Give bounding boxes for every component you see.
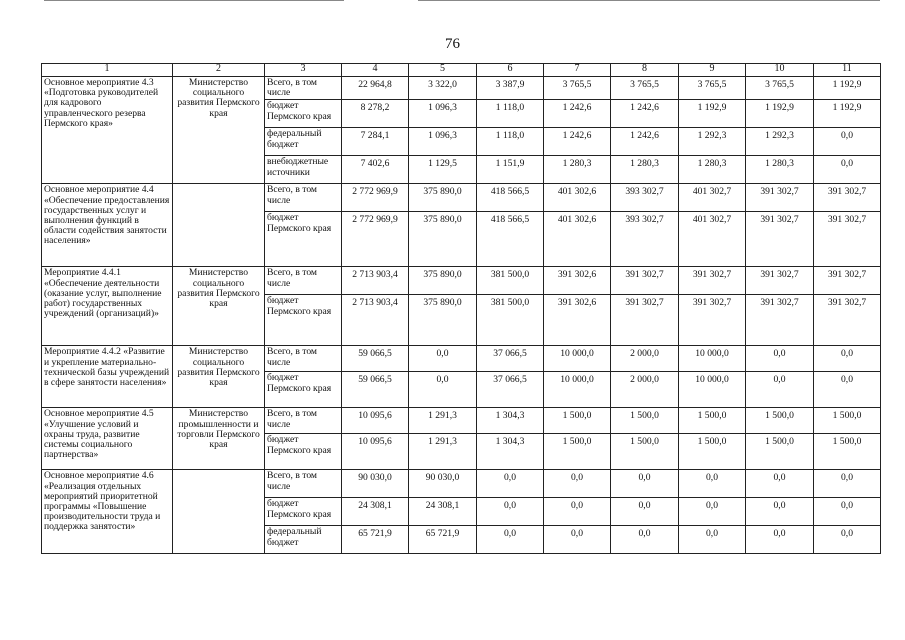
amount-cell: 0,0 xyxy=(746,498,814,526)
funding-source-cell: бюджет Пермского края xyxy=(265,295,342,346)
amount-cell: 65 721,9 xyxy=(409,526,477,554)
amount-cell: 1 242,6 xyxy=(611,128,679,156)
amount-cell: 1 192,9 xyxy=(679,100,746,128)
top-rule-right xyxy=(418,0,880,1)
amount-cell: 391 302,6 xyxy=(544,267,611,295)
amount-cell: 0,0 xyxy=(544,470,611,498)
amount-cell: 2 772 969,9 xyxy=(342,212,409,267)
amount-cell: 1 291,3 xyxy=(409,434,477,470)
amount-cell: 391 302,7 xyxy=(611,267,679,295)
amount-cell: 3 765,5 xyxy=(679,77,746,100)
amount-cell: 401 302,7 xyxy=(679,184,746,212)
amount-cell: 0,0 xyxy=(611,498,679,526)
amount-cell: 3 387,9 xyxy=(477,77,544,100)
amount-cell: 0,0 xyxy=(814,346,881,372)
amount-cell: 0,0 xyxy=(477,498,544,526)
table-row xyxy=(42,267,881,295)
table-row xyxy=(42,77,881,100)
header-cell: 7 xyxy=(544,64,611,77)
amount-cell: 0,0 xyxy=(814,526,881,554)
amount-cell: 0,0 xyxy=(544,526,611,554)
activity-name-cell: Основное мероприятие 4.4 «Обеспечение предоставления государственных услуг и выполнения функций в области содействия занятости населения» xyxy=(42,184,173,267)
amount-cell: 1 096,3 xyxy=(409,100,477,128)
amount-cell: 0,0 xyxy=(814,156,881,184)
header-cell: 6 xyxy=(477,64,544,77)
amount-cell: 1 118,0 xyxy=(477,128,544,156)
amount-cell: 0,0 xyxy=(814,128,881,156)
amount-cell: 0,0 xyxy=(746,526,814,554)
amount-cell: 37 066,5 xyxy=(477,346,544,372)
amount-cell: 391 302,7 xyxy=(814,295,881,346)
amount-cell: 8 278,2 xyxy=(342,100,409,128)
amount-cell: 1 500,0 xyxy=(814,408,881,434)
amount-cell: 401 302,6 xyxy=(544,184,611,212)
executor-cell: Министерство социального развития Пермского края xyxy=(173,77,265,184)
amount-cell: 0,0 xyxy=(679,498,746,526)
funding-source-cell: Всего, в том числе xyxy=(265,267,342,295)
header-cell: 9 xyxy=(679,64,746,77)
amount-cell: 3 322,0 xyxy=(409,77,477,100)
amount-cell: 0,0 xyxy=(477,470,544,498)
amount-cell: 24 308,1 xyxy=(342,498,409,526)
table-row xyxy=(42,346,881,372)
amount-cell: 2 713 903,4 xyxy=(342,267,409,295)
amount-cell: 1 280,3 xyxy=(544,156,611,184)
table-row xyxy=(42,408,881,434)
amount-cell: 1 500,0 xyxy=(679,408,746,434)
amount-cell: 1 192,9 xyxy=(814,100,881,128)
amount-cell: 0,0 xyxy=(746,470,814,498)
amount-cell: 0,0 xyxy=(814,372,881,408)
executor-cell: Министерство социального развития Пермского края xyxy=(173,346,265,408)
amount-cell: 0,0 xyxy=(746,372,814,408)
amount-cell: 1 500,0 xyxy=(679,434,746,470)
amount-cell: 2 713 903,4 xyxy=(342,295,409,346)
executor-cell xyxy=(173,184,265,267)
amount-cell: 1 192,9 xyxy=(814,77,881,100)
amount-cell: 375 890,0 xyxy=(409,295,477,346)
amount-cell: 3 765,5 xyxy=(746,77,814,100)
funding-source-cell: федеральный бюджет xyxy=(265,526,342,554)
amount-cell: 1 500,0 xyxy=(746,408,814,434)
amount-cell: 1 242,6 xyxy=(611,100,679,128)
header-cell: 1 xyxy=(42,64,173,77)
activity-name-cell: Основное мероприятие 4.5 «Улучшение условий и охраны труда, развитие системы социального партнерства» xyxy=(42,408,173,470)
amount-cell: 10 000,0 xyxy=(544,372,611,408)
amount-cell: 1 500,0 xyxy=(544,434,611,470)
amount-cell: 0,0 xyxy=(611,526,679,554)
funding-source-cell: бюджет Пермского края xyxy=(265,100,342,128)
amount-cell: 7 284,1 xyxy=(342,128,409,156)
amount-cell: 2 000,0 xyxy=(611,372,679,408)
header-cell: 4 xyxy=(342,64,409,77)
amount-cell: 401 302,6 xyxy=(544,212,611,267)
activity-name-cell: Основное мероприятие 4.6 «Реализация отдельных мероприятий приоритетной программы «Повышение производительности труда и поддержка занятости» xyxy=(42,470,173,554)
amount-cell: 1 151,9 xyxy=(477,156,544,184)
funding-source-cell: федеральный бюджет xyxy=(265,128,342,156)
funding-source-cell: Всего, в том числе xyxy=(265,470,342,498)
amount-cell: 1 500,0 xyxy=(611,434,679,470)
amount-cell: 0,0 xyxy=(679,526,746,554)
amount-cell: 2 772 969,9 xyxy=(342,184,409,212)
amount-cell: 59 066,5 xyxy=(342,372,409,408)
funding-source-cell: бюджет Пермского края xyxy=(265,434,342,470)
amount-cell: 1 500,0 xyxy=(611,408,679,434)
funding-source-cell: Всего, в том числе xyxy=(265,77,342,100)
amount-cell: 10 000,0 xyxy=(679,346,746,372)
amount-cell: 24 308,1 xyxy=(409,498,477,526)
funding-source-cell: внебюджетные источники xyxy=(265,156,342,184)
activity-name-cell: Мероприятие 4.4.1 «Обеспечение деятельности (оказание услуг, выполнение работ) государственных учреждений (организаций)» xyxy=(42,267,173,346)
amount-cell: 391 302,6 xyxy=(544,295,611,346)
amount-cell: 0,0 xyxy=(611,470,679,498)
amount-cell: 0,0 xyxy=(746,346,814,372)
funding-source-cell: Всего, в том числе xyxy=(265,184,342,212)
budget-table xyxy=(41,63,881,554)
funding-source-cell: бюджет Пермского края xyxy=(265,498,342,526)
amount-cell: 0,0 xyxy=(679,470,746,498)
activity-name-cell: Мероприятие 4.4.2 «Развитие и укрепление материально-технической базы учреждений в сфере занятости населения» xyxy=(42,346,173,408)
funding-source-cell: Всего, в том числе xyxy=(265,346,342,372)
amount-cell: 90 030,0 xyxy=(409,470,477,498)
amount-cell: 375 890,0 xyxy=(409,212,477,267)
table-row xyxy=(42,184,881,212)
amount-cell: 418 566,5 xyxy=(477,184,544,212)
amount-cell: 393 302,7 xyxy=(611,184,679,212)
amount-cell: 10 095,6 xyxy=(342,408,409,434)
amount-cell: 10 000,0 xyxy=(544,346,611,372)
table-row xyxy=(42,470,881,498)
amount-cell: 3 765,5 xyxy=(544,77,611,100)
amount-cell: 2 000,0 xyxy=(611,346,679,372)
amount-cell: 37 066,5 xyxy=(477,372,544,408)
amount-cell: 1 500,0 xyxy=(746,434,814,470)
executor-cell: Министерство социального развития Пермского края xyxy=(173,267,265,346)
amount-cell: 1 280,3 xyxy=(746,156,814,184)
amount-cell: 1 500,0 xyxy=(544,408,611,434)
activity-name-cell: Основное мероприятие 4.3 «Подготовка руководителей для кадрового управленческого резерва Пермского края» xyxy=(42,77,173,184)
funding-source-cell: бюджет Пермского края xyxy=(265,372,342,408)
amount-cell: 1 500,0 xyxy=(814,434,881,470)
amount-cell: 418 566,5 xyxy=(477,212,544,267)
funding-source-cell: бюджет Пермского края xyxy=(265,212,342,267)
amount-cell: 22 964,8 xyxy=(342,77,409,100)
header-cell: 3 xyxy=(265,64,342,77)
amount-cell: 59 066,5 xyxy=(342,346,409,372)
amount-cell: 1 292,3 xyxy=(679,128,746,156)
amount-cell: 1 242,6 xyxy=(544,100,611,128)
header-cell: 8 xyxy=(611,64,679,77)
amount-cell: 0,0 xyxy=(814,470,881,498)
amount-cell: 391 302,7 xyxy=(746,184,814,212)
amount-cell: 391 302,7 xyxy=(746,267,814,295)
amount-cell: 391 302,7 xyxy=(746,295,814,346)
amount-cell: 1 304,3 xyxy=(477,434,544,470)
amount-cell: 0,0 xyxy=(409,372,477,408)
amount-cell: 65 721,9 xyxy=(342,526,409,554)
header-cell: 5 xyxy=(409,64,477,77)
header-cell: 2 xyxy=(173,64,265,77)
amount-cell: 1 242,6 xyxy=(544,128,611,156)
funding-source-cell: Всего, в том числе xyxy=(265,408,342,434)
amount-cell: 391 302,7 xyxy=(814,267,881,295)
amount-cell: 1 304,3 xyxy=(477,408,544,434)
amount-cell: 401 302,7 xyxy=(679,212,746,267)
amount-cell: 391 302,7 xyxy=(679,295,746,346)
amount-cell: 1 129,5 xyxy=(409,156,477,184)
header-cell: 11 xyxy=(814,64,881,77)
top-rule-left xyxy=(44,0,344,1)
amount-cell: 1 280,3 xyxy=(679,156,746,184)
amount-cell: 375 890,0 xyxy=(409,184,477,212)
amount-cell: 1 192,9 xyxy=(746,100,814,128)
amount-cell: 3 765,5 xyxy=(611,77,679,100)
amount-cell: 0,0 xyxy=(544,498,611,526)
amount-cell: 90 030,0 xyxy=(342,470,409,498)
amount-cell: 0,0 xyxy=(814,498,881,526)
amount-cell: 1 280,3 xyxy=(611,156,679,184)
amount-cell: 381 500,0 xyxy=(477,267,544,295)
executor-cell xyxy=(173,470,265,554)
amount-cell: 381 500,0 xyxy=(477,295,544,346)
amount-cell: 0,0 xyxy=(409,346,477,372)
header-row xyxy=(42,64,881,77)
amount-cell: 375 890,0 xyxy=(409,267,477,295)
amount-cell: 391 302,7 xyxy=(814,184,881,212)
amount-cell: 1 291,3 xyxy=(409,408,477,434)
amount-cell: 391 302,7 xyxy=(814,212,881,267)
amount-cell: 391 302,7 xyxy=(746,212,814,267)
page-number: 76 xyxy=(445,36,460,52)
executor-cell: Министерство промышленности и торговли Пермского края xyxy=(173,408,265,470)
amount-cell: 10 095,6 xyxy=(342,434,409,470)
amount-cell: 391 302,7 xyxy=(679,267,746,295)
amount-cell: 1 292,3 xyxy=(746,128,814,156)
amount-cell: 7 402,6 xyxy=(342,156,409,184)
amount-cell: 1 096,3 xyxy=(409,128,477,156)
amount-cell: 391 302,7 xyxy=(611,295,679,346)
header-cell: 10 xyxy=(746,64,814,77)
table-body xyxy=(42,64,881,554)
amount-cell: 10 000,0 xyxy=(679,372,746,408)
amount-cell: 0,0 xyxy=(477,526,544,554)
amount-cell: 393 302,7 xyxy=(611,212,679,267)
amount-cell: 1 118,0 xyxy=(477,100,544,128)
